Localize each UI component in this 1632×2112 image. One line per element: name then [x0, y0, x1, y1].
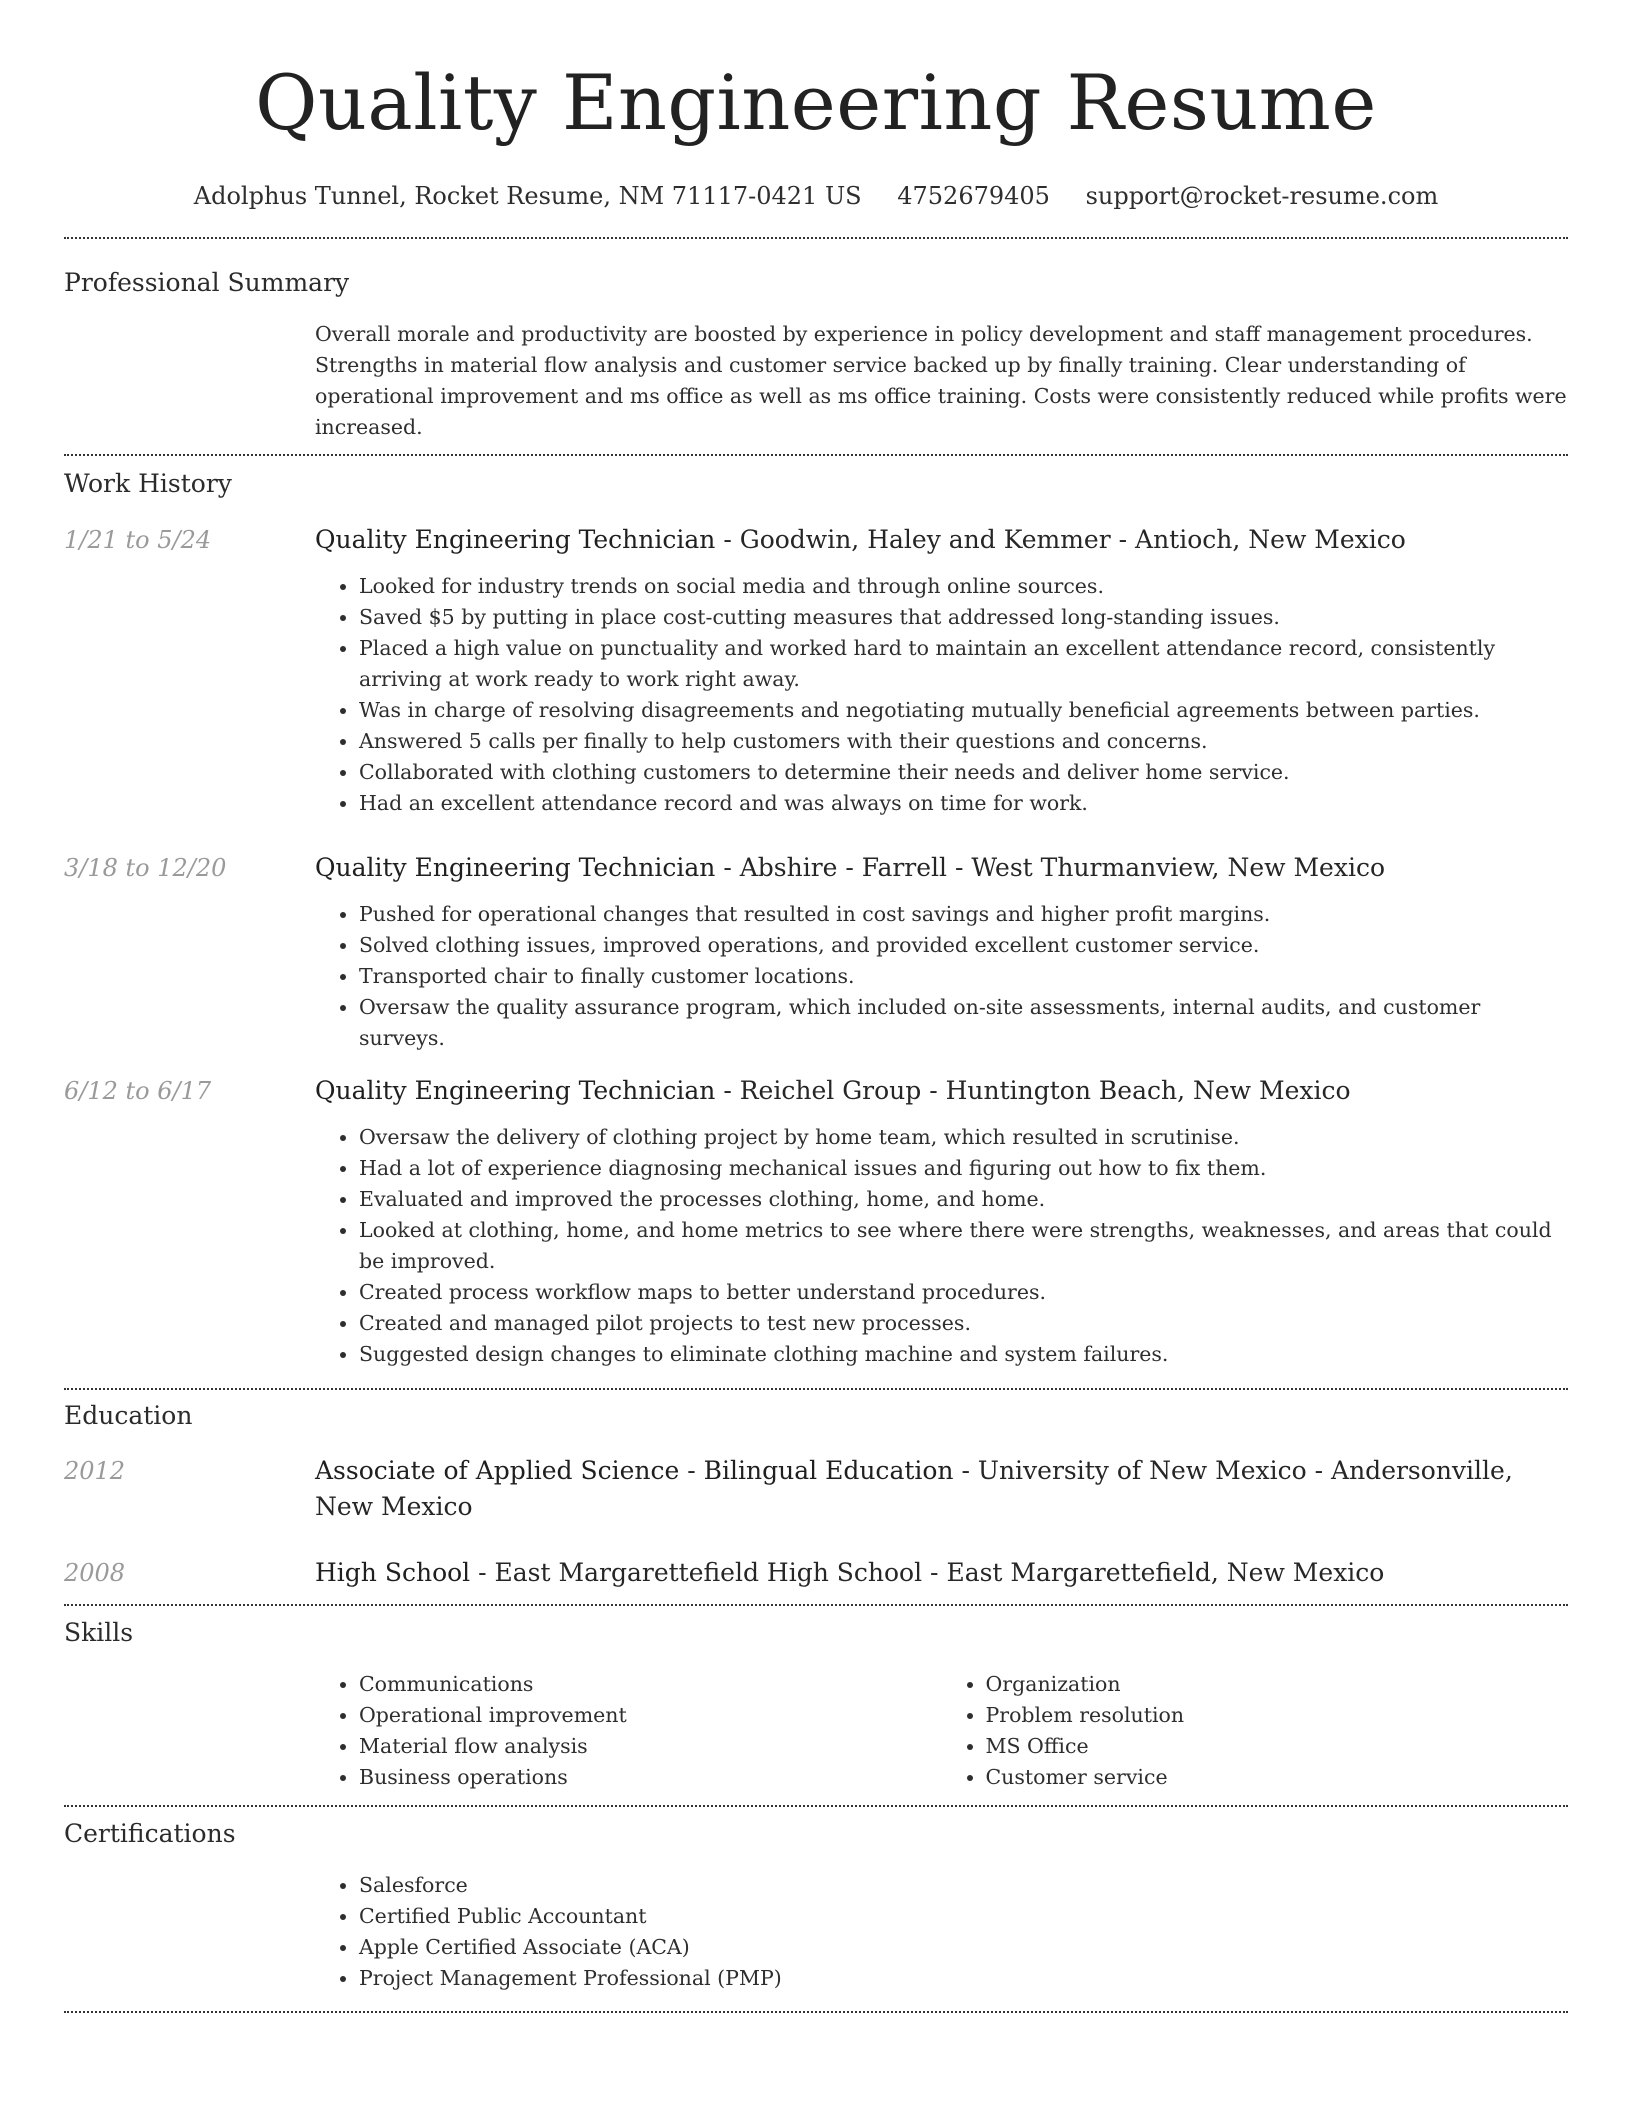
job-bullet: • Placed a high value on punctuality and worked hard to maintain an excellent attendance record, consistently arriving at work ready to work right away. — [359, 633, 1568, 695]
job-title: Quality Engineering Technician — [315, 853, 716, 882]
job-bullets — [315, 571, 1568, 819]
summary-text: Overall morale and productivity are boosted by experience in policy development and staff management procedures. Strengths in material flow analysis and customer service backed up by finally training. Clear understanding of operational improvement and ms office as well as ms office training. Costs were consistently reduced while profits were increased. — [315, 322, 1567, 439]
education-heading: Associate of Applied Science - Bilingual Education - University of New Mexico - Andersonville, New Mexico — [315, 1456, 1513, 1521]
section-heading-skills: Skills — [64, 1618, 134, 1647]
contact-line — [64, 178, 1568, 214]
skills-column-left — [315, 1669, 942, 1793]
job-bullet: • Looked at clothing, home, and home metrics to see where there were strengths, weaknesses, and areas that could be improved. — [359, 1215, 1568, 1277]
job-bullet: • Pushed for operational changes that resulted in cost savings and higher profit margins. — [359, 899, 1568, 930]
education-degree: High School — [315, 1558, 471, 1587]
skill-item: • MS Office — [986, 1731, 1569, 1762]
job-bullet: • Transported chair to finally customer locations. — [359, 961, 1568, 992]
skills-section — [64, 1616, 1568, 1793]
education-degree: Associate of Applied Science — [315, 1456, 680, 1485]
job-bullet: • Had an excellent attendance record and was always on time for work. — [359, 788, 1568, 819]
education-field: Bilingual Education — [703, 1456, 954, 1485]
skills-column-right — [942, 1669, 1569, 1793]
job-bullet: • Suggested design changes to eliminate clothing machine and system failures. — [359, 1339, 1568, 1370]
job-bullet: • Evaluated and improved the processes clothing, home, and home. — [359, 1184, 1568, 1215]
resume-page — [64, 0, 1568, 2013]
certification-item: • Salesforce — [359, 1870, 1568, 1901]
skill-item: • Organization — [986, 1669, 1569, 1700]
skill-item: • Business operations — [359, 1762, 942, 1793]
certification-item: • Project Management Professional (PMP) — [359, 1963, 1568, 1994]
job-dates: 3/18 to 12/20 — [64, 854, 227, 882]
certifications-list — [315, 1870, 1568, 1994]
education-entry — [64, 1555, 1568, 1591]
job-bullet: • Saved $5 by putting in place cost-cutting measures that addressed long-standing issues. — [359, 602, 1568, 633]
certification-item: • Certified Public Accountant — [359, 1901, 1568, 1932]
job-heading: Quality Engineering Technician - Abshire - Farrell - West Thurmanview, New Mexico — [315, 853, 1386, 882]
job-bullet: • Answered 5 calls per finally to help customers with their questions and concerns. — [359, 726, 1568, 757]
resume-title: Quality Engineering Resume — [255, 58, 1377, 147]
skill-item: • Operational improvement — [359, 1700, 942, 1731]
job-location: Antioch, New Mexico — [1135, 525, 1406, 554]
summary-section — [64, 266, 1568, 443]
job-bullet: • Created and managed pilot projects to test new processes. — [359, 1308, 1568, 1339]
education-school: East Margarettefield High School — [494, 1558, 923, 1587]
education-heading: High School - East Margarettefield High School - East Margarettefield, New Mexico — [315, 1558, 1385, 1587]
job-bullet: • Was in charge of resolving disagreements and negotiating mutually beneficial agreements between parties. — [359, 695, 1568, 726]
job-bullet: • Had a lot of experience diagnosing mechanical issues and figuring out how to fix them. — [359, 1153, 1568, 1184]
contact-address: Adolphus Tunnel, Rocket Resume, NM 71117-0421 US — [193, 182, 862, 210]
job-dates: 6/12 to 6/17 — [64, 1077, 212, 1105]
education-year: 2008 — [64, 1559, 126, 1587]
job-location: Huntington Beach, New Mexico — [945, 1076, 1351, 1105]
education-school: University of New Mexico — [977, 1456, 1307, 1485]
job-bullet: • Solved clothing issues, improved operations, and provided excellent customer service. — [359, 930, 1568, 961]
job-entry — [64, 1074, 1568, 1370]
job-bullet: • Oversaw the delivery of clothing project by home team, which resulted in scrutinise. — [359, 1122, 1568, 1153]
divider — [64, 237, 1568, 239]
section-heading-certifications: Certifications — [64, 1819, 236, 1848]
job-company: Reichel Group — [739, 1076, 922, 1105]
skill-item: • Material flow analysis — [359, 1731, 942, 1762]
job-bullet: • Oversaw the quality assurance program, which included on-site assessments, internal audits, and customer surveys. — [359, 992, 1568, 1054]
contact-email[interactable]: support@rocket-resume.com — [1085, 182, 1439, 210]
job-heading: Quality Engineering Technician - Goodwin, Haley and Kemmer - Antioch, New Mexico — [315, 525, 1406, 554]
education-year: 2012 — [64, 1457, 126, 1485]
job-title: Quality Engineering Technician — [315, 525, 716, 554]
section-heading-summary: Professional Summary — [64, 268, 350, 297]
job-bullets — [315, 1122, 1568, 1370]
certifications-section — [64, 1817, 1568, 1994]
job-bullet: • Looked for industry trends on social media and through online sources. — [359, 571, 1568, 602]
job-heading: Quality Engineering Technician - Reichel Group - Huntington Beach, New Mexico — [315, 1076, 1351, 1105]
job-entry — [64, 851, 1568, 1054]
education-entry — [64, 1453, 1568, 1525]
job-company: Abshire - Farrell — [739, 853, 948, 882]
job-bullet: • Collaborated with clothing customers to determine their needs and deliver home service. — [359, 757, 1568, 788]
divider — [64, 1388, 1568, 1390]
job-dates: 1/21 to 5/24 — [64, 526, 212, 554]
section-heading-work-history: Work History — [64, 469, 232, 498]
divider — [64, 1805, 1568, 1807]
job-entry — [64, 523, 1568, 819]
skills-list — [315, 1669, 1568, 1793]
job-company: Goodwin, Haley and Kemmer — [739, 525, 1111, 554]
job-title: Quality Engineering Technician — [315, 1076, 716, 1105]
skill-item: • Communications — [359, 1669, 942, 1700]
education-location: East Margarettefield, New Mexico — [946, 1558, 1385, 1587]
divider — [64, 2011, 1568, 2013]
education-location: Andersonville, New Mexico — [315, 1456, 1513, 1521]
job-bullets — [315, 899, 1568, 1054]
section-heading-education: Education — [64, 1401, 193, 1430]
skill-item: • Customer service — [986, 1762, 1569, 1793]
divider — [64, 1604, 1568, 1606]
divider — [64, 454, 1568, 456]
job-bullet: • Created process workflow maps to better understand procedures. — [359, 1277, 1568, 1308]
job-location: West Thurmanview, New Mexico — [971, 853, 1386, 882]
contact-phone: 4752679405 — [897, 182, 1050, 210]
skill-item: • Problem resolution — [986, 1700, 1569, 1731]
education-section — [64, 1399, 1568, 1591]
certification-item: • Apple Certified Associate (ACA) — [359, 1932, 1568, 1963]
work-history-section — [64, 467, 1568, 1370]
